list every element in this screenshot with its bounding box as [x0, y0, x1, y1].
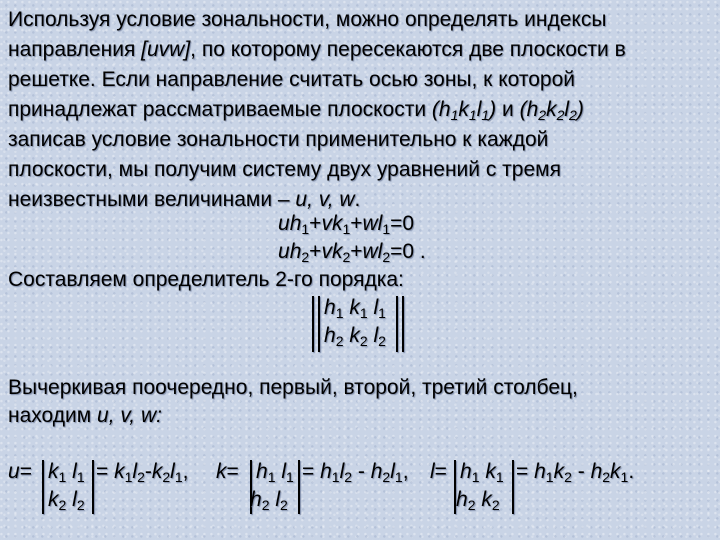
- u-det-row-2: $k_2$ $l_2$: [48, 488, 85, 513]
- text-line-4: принадлежат рассматриваемые плоскости $(h_1k_1l_1)$ и $(h_2k_2l_2)$: [8, 98, 584, 123]
- text-line-7: неизвестными величинами – u, v, w.: [8, 188, 361, 211]
- text-line-5: записав условие зональности применительно к каждой: [8, 128, 549, 151]
- equation-1: $uh_1+vk_1+wl_1=0$: [278, 212, 415, 237]
- u-det-bar-left: [42, 460, 44, 514]
- text-line-6: плоскости, мы получим систему двух уравнений с тремя: [8, 158, 561, 181]
- k-det-bar-right: [298, 460, 300, 514]
- determinant-intro: Составляем определитель 2-го порядка:: [8, 268, 404, 291]
- l-det-bar-right: [512, 460, 514, 514]
- l-det-row-1: $h_1$ $k_1$: [460, 460, 504, 485]
- text-line-9: находим u, v, w:: [8, 404, 162, 427]
- matrix-bar-left-inner: [318, 296, 320, 352]
- text-line-2: направления [uvw], по которому пересекаются две плоскости в: [8, 38, 626, 61]
- k-label: k=: [216, 460, 239, 483]
- text-line-1: Используя условие зональности, можно определять индексы: [8, 8, 607, 31]
- equation-2: $uh_2+vk_2+wl_2=0$ .: [278, 240, 426, 265]
- k-det-row-2: $h_2$ $l_2$: [250, 488, 288, 513]
- matrix-row-1: $h_1$ $k_1$ $l_1$: [324, 296, 386, 321]
- k-det-row-1: $h_1$ $l_1$: [256, 460, 294, 485]
- l-label: l=: [430, 460, 447, 483]
- matrix-bar-left-outer: [312, 296, 314, 352]
- u-det-bar-right: [92, 460, 94, 514]
- u-expansion: = $k_1l_2-k_2l_1$,: [96, 460, 189, 485]
- matrix-row-2: $h_2$ $k_2$ $l_2$: [324, 324, 386, 349]
- l-det-row-2: $h_2$ $k_2$: [456, 488, 500, 513]
- u-det-row-1: $k_1$ $l_1$: [48, 460, 85, 485]
- matrix-bar-right-outer: [402, 296, 404, 352]
- u-label: u=: [8, 460, 32, 483]
- matrix-bar-right-inner: [396, 296, 398, 352]
- text-line-8: Вычеркивая поочередно, первый, второй, третий столбец,: [8, 376, 578, 399]
- l-expansion: = $h_1k_2 - h_2k_1$.: [516, 460, 635, 485]
- text-line-3: решетке. Если направление считать осью зоны, к которой: [8, 68, 575, 91]
- k-expansion: = $h_1l_2 - h_2l_1$,: [302, 460, 409, 485]
